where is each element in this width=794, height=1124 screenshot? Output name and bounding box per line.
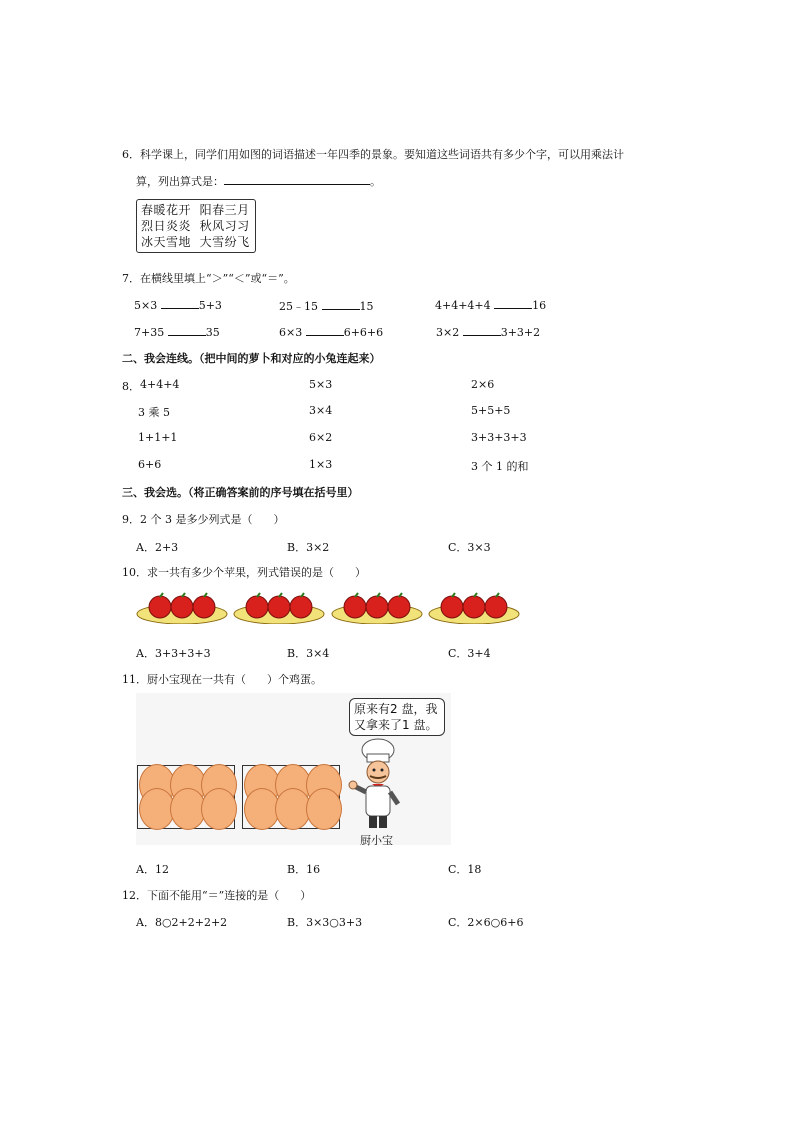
q8-right-item[interactable]: 5+5+5 (471, 404, 511, 417)
q8-left-item[interactable]: 3 乘 5 (138, 406, 170, 419)
q7-blank[interactable] (161, 298, 199, 309)
apple (388, 596, 410, 618)
q7-blank[interactable] (322, 299, 360, 310)
q7-right: 3+3+2 (500, 326, 541, 339)
apple-plate (428, 590, 520, 624)
q7-right: 15 (359, 300, 374, 313)
q7-blank[interactable] (306, 325, 344, 336)
q7-item (279, 325, 383, 339)
chef-illustration (348, 736, 408, 832)
q8-right-item[interactable]: 2×6 (471, 378, 495, 391)
q6-prompt: 算，列出算式是： (136, 175, 224, 188)
apple (246, 596, 268, 618)
q6-word-box (136, 199, 256, 253)
q6-word-row: 冰天雪地 大雪纷飞 (141, 235, 250, 249)
q8-middle-item[interactable]: 3×4 (309, 404, 333, 417)
q8-left-item[interactable]: 6+6 (138, 458, 162, 471)
q7-title: 7．在横线里填上“＞”“＜”或“＝”。 (122, 272, 295, 285)
speech-bubble (349, 698, 445, 736)
q7-left: 25﹣15 (279, 300, 318, 313)
q11-option-b[interactable]: B．16 (287, 863, 321, 876)
q7-item (134, 298, 222, 312)
q10-title: 10．求一共有多少个苹果，列式错误的是（ ） (122, 566, 366, 579)
egg (306, 788, 342, 830)
q8-middle-item[interactable]: 5×3 (309, 378, 333, 391)
q7-blank[interactable] (494, 298, 532, 309)
q12-option-c[interactable]: C．2×6○6+6 (448, 916, 524, 929)
q11-option-c[interactable]: C．18 (448, 863, 482, 876)
q8-middle-item[interactable]: 1×3 (309, 458, 333, 471)
q12-option-b[interactable]: B．3×3○3+3 (287, 916, 363, 929)
q9-option-c[interactable]: C．3×3 (448, 541, 491, 554)
q7-left: 3×2 (436, 326, 460, 339)
egg-box (242, 765, 340, 829)
apple (441, 596, 463, 618)
q7-blank[interactable] (463, 325, 501, 336)
q7-item (435, 298, 546, 312)
q7-item (436, 325, 540, 339)
apple (344, 596, 366, 618)
apple-plate (331, 590, 423, 624)
speech-line: 原来有2 盘，我 (354, 702, 438, 716)
q9-title: 9．2 个 3 是多少列式是（ ） (122, 513, 285, 526)
q7-right: 6+6+6 (343, 326, 384, 339)
q6-word-row: 春暖花开 阳春三月 (141, 203, 250, 217)
apple-plate (136, 590, 228, 624)
apple (193, 596, 215, 618)
q9-option-b[interactable]: B．3×2 (287, 541, 330, 554)
apple (485, 596, 507, 618)
q10-option-b[interactable]: B．3×4 (287, 647, 330, 660)
speech-line: 又拿来了1 盘。 (354, 718, 438, 732)
chef-label: 厨小宝 (360, 834, 393, 847)
q6-word-row: 烈日炎炎 秋风习习 (141, 219, 250, 233)
q7-left: 6×3 (279, 326, 303, 339)
apple (268, 596, 290, 618)
apple (171, 596, 193, 618)
q6-end: 。 (370, 175, 381, 188)
apple (290, 596, 312, 618)
q7-left: 5×3 (134, 299, 158, 312)
apple-plate (233, 590, 325, 624)
q9-option-a[interactable]: A．2+3 (136, 541, 179, 554)
q7-left: 4+4+4+4 (435, 299, 491, 312)
q11-option-a[interactable]: A．12 (136, 863, 169, 876)
section2-heading: 二、我会连线。（把中间的萝卜和对应的小兔连起来） (122, 352, 381, 365)
q6-text-line1: 6．科学课上，同学们用如图的词语描述一年四季的景象。要知道这些词语共有多少个字，可以用乘法计 (122, 148, 624, 161)
q8-right-item[interactable]: 3 个 1 的和 (471, 460, 529, 473)
q7-blank[interactable] (168, 325, 206, 336)
egg-box (137, 765, 235, 829)
q6-answer-blank[interactable] (224, 174, 370, 185)
q7-right: 16 (532, 299, 547, 312)
egg (201, 788, 237, 830)
apple (366, 596, 388, 618)
q11-title: 11．厨小宝现在一共有（ ）个鸡蛋。 (122, 673, 322, 686)
apple (463, 596, 485, 618)
section3-heading: 三、我会选。（将正确答案前的序号填在括号里） (122, 486, 359, 499)
q8-left-item[interactable]: 1+1+1 (138, 431, 178, 444)
q10-option-c[interactable]: C．3+4 (448, 647, 491, 660)
q8-left-item[interactable]: 4+4+4 (140, 378, 180, 391)
q12-option-a[interactable]: A．8○2+2+2+2 (136, 916, 228, 929)
q10-option-a[interactable]: A．3+3+3+3 (136, 647, 211, 660)
q7-right: 5+3 (198, 299, 222, 312)
q12-title: 12．下面不能用“＝”连接的是（ ） (122, 889, 312, 902)
q8-number: 8． (122, 380, 140, 393)
q8-right-item[interactable]: 3+3+3+3 (471, 431, 527, 444)
q7-item (134, 325, 220, 339)
q8-middle-item[interactable]: 6×2 (309, 431, 333, 444)
q6-text-line2 (136, 173, 381, 189)
apple (149, 596, 171, 618)
q7-right: 35 (205, 326, 220, 339)
q7-item (279, 298, 374, 314)
q7-left: 7+35 (134, 326, 165, 339)
